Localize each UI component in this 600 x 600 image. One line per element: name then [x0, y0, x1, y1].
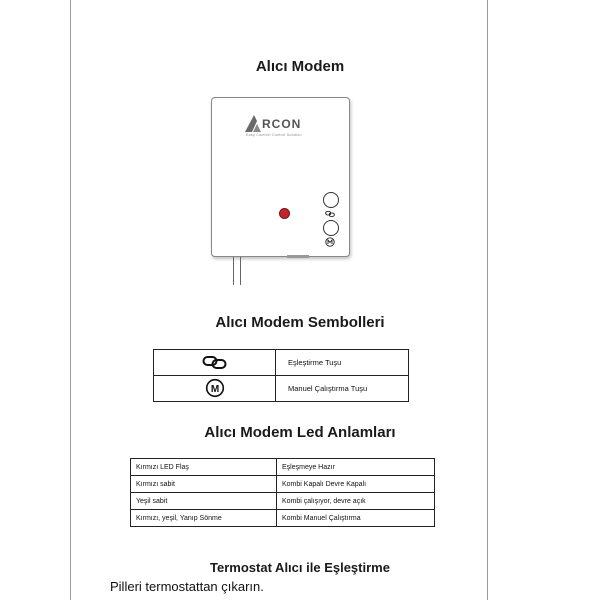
brand-name: RCON	[262, 117, 302, 131]
device-bottom-tab	[287, 255, 309, 258]
led-state: Kırmızı, yeşil, Yanıp Sönme	[131, 510, 277, 527]
instruction-text: Pilleri termostattan çıkarın.	[110, 579, 264, 594]
led-meaning: Kombi Manuel Çalıştırma	[277, 510, 435, 527]
led-state: Yeşil sabit	[131, 493, 277, 510]
brand-tagline: Easy Comfort Control Solution	[246, 133, 302, 137]
table-row	[131, 459, 435, 476]
table-row	[131, 510, 435, 527]
manual-m-letter: M	[210, 383, 219, 395]
led-meanings-title: Alıcı Modem Led Anlamları	[204, 424, 396, 441]
symbols-title: Alıcı Modem Sembolleri	[215, 314, 385, 331]
page-border-right	[487, 0, 488, 600]
receiver-device-illustration	[211, 97, 350, 257]
table-row	[131, 476, 435, 493]
pairing-title: Termostat Alıcı ile Eşleştirme	[210, 560, 390, 575]
led-state: Kırmızı sabit	[131, 476, 277, 493]
led-state: Kırmızı LED Flaş	[131, 459, 277, 476]
symbols-table	[153, 349, 409, 402]
page-border-left	[70, 0, 71, 600]
device-cable	[240, 257, 241, 285]
symbol-label: Eşleştirme Tuşu	[276, 350, 409, 376]
table-row	[154, 350, 409, 376]
status-led	[279, 208, 290, 219]
manual-m-icon	[205, 378, 225, 398]
table-row	[131, 493, 435, 510]
device-cable	[233, 257, 234, 285]
receiver-title: Alıcı Modem	[255, 58, 345, 75]
table-row	[154, 376, 409, 402]
pair-link-icon	[325, 209, 335, 219]
led-meaning: Eşleşmeye Hazır	[277, 459, 435, 476]
pair-link-icon	[202, 354, 228, 370]
led-meaning: Kombi çalışıyor, devre açık	[277, 493, 435, 510]
pair-button	[323, 192, 339, 208]
manual-button	[323, 220, 339, 236]
manual-m-icon	[325, 237, 335, 247]
led-meaning: Kombi Kapalı Devre Kapalı	[277, 476, 435, 493]
led-meanings-table	[130, 458, 435, 527]
symbol-label: Manuel Çalıştırma Tuşu	[276, 376, 409, 402]
